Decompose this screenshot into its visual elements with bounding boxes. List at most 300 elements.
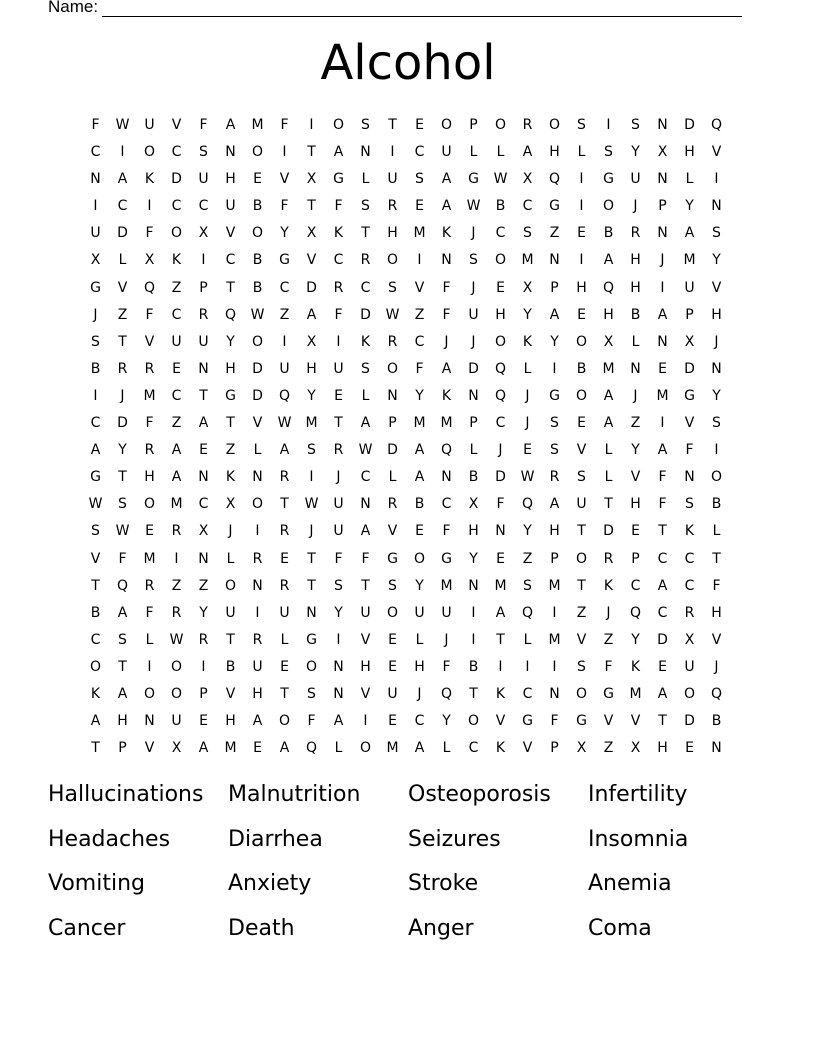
grid-letter[interactable]: S (415, 171, 424, 188)
grid-letter[interactable]: T (604, 496, 613, 513)
grid-letter[interactable]: U (144, 117, 155, 133)
grid-letter[interactable]: D (684, 713, 695, 730)
grid-letter[interactable]: A (360, 523, 371, 540)
grid-letter[interactable]: O (170, 225, 183, 242)
grid-letter[interactable]: A (549, 306, 560, 323)
grid-letter[interactable]: S (334, 577, 343, 594)
grid-letter[interactable]: U (684, 658, 695, 675)
grid-letter[interactable]: R (279, 577, 290, 594)
grid-letter[interactable]: X (522, 279, 533, 296)
grid-letter[interactable]: P (550, 279, 559, 296)
grid-letter[interactable]: R (117, 360, 128, 377)
grid-letter[interactable]: R (522, 117, 533, 133)
grid-letter[interactable]: A (549, 496, 560, 513)
grid-letter[interactable]: O (683, 685, 696, 702)
grid-letter[interactable]: Q (521, 496, 534, 513)
grid-letter[interactable]: V (522, 740, 533, 757)
grid-letter[interactable]: U (576, 496, 587, 513)
grid-letter[interactable]: I (471, 604, 476, 621)
grid-letter[interactable]: A (171, 469, 182, 486)
grid-letter[interactable]: M (440, 415, 453, 432)
grid-letter[interactable]: I (336, 631, 341, 648)
grid-letter[interactable]: K (171, 252, 182, 269)
grid-letter[interactable]: A (90, 442, 101, 459)
grid-letter[interactable]: I (147, 658, 152, 675)
grid-letter[interactable]: M (251, 117, 264, 133)
grid-letter[interactable]: A (90, 713, 101, 730)
grid-letter[interactable]: P (199, 279, 208, 296)
grid-letter[interactable]: F (307, 713, 316, 730)
grid-letter[interactable]: V (495, 713, 506, 730)
grid-letter[interactable]: M (548, 577, 561, 594)
grid-letter[interactable]: Q (548, 171, 561, 188)
grid-letter[interactable]: O (575, 685, 588, 702)
grid-letter[interactable]: U (441, 604, 452, 621)
grid-letter[interactable]: U (279, 360, 290, 377)
grid-letter[interactable]: N (198, 469, 209, 486)
grid-letter[interactable]: S (685, 496, 694, 513)
grid-letter[interactable]: G (387, 550, 398, 567)
grid-letter[interactable]: H (144, 469, 155, 486)
grid-letter[interactable]: U (630, 171, 641, 188)
grid-letter[interactable]: D (306, 279, 317, 296)
grid-letter[interactable]: Z (279, 306, 290, 323)
grid-letter[interactable]: F (280, 198, 289, 215)
grid-letter[interactable]: Y (523, 306, 532, 323)
grid-letter[interactable]: E (658, 658, 667, 675)
grid-letter[interactable]: I (606, 117, 611, 133)
grid-letter[interactable]: U (252, 658, 263, 675)
grid-letter[interactable]: A (414, 442, 425, 459)
grid-letter[interactable]: P (388, 415, 397, 432)
grid-letter[interactable]: S (469, 252, 478, 269)
grid-letter[interactable]: J (471, 279, 476, 296)
grid-letter[interactable]: G (549, 198, 560, 215)
grid-letter[interactable]: W (304, 496, 319, 513)
grid-letter[interactable]: R (198, 631, 209, 648)
grid-letter[interactable]: I (552, 658, 557, 675)
grid-letter[interactable]: L (361, 387, 370, 404)
letter-grid[interactable] (82, 112, 730, 762)
grid-letter[interactable]: B (576, 360, 587, 377)
grid-letter[interactable]: U (225, 604, 236, 621)
grid-letter[interactable]: Y (307, 387, 316, 404)
grid-letter[interactable]: G (306, 631, 317, 648)
grid-letter[interactable]: T (307, 577, 316, 594)
grid-letter[interactable]: E (199, 442, 208, 459)
grid-letter[interactable]: X (684, 333, 695, 350)
grid-letter[interactable]: I (174, 550, 179, 567)
grid-letter[interactable]: L (631, 333, 640, 350)
grid-letter[interactable]: S (577, 469, 586, 486)
grid-letter[interactable]: I (714, 442, 719, 459)
grid-letter[interactable]: I (417, 252, 422, 269)
grid-letter[interactable]: V (576, 631, 587, 648)
grid-letter[interactable]: U (171, 333, 182, 350)
grid-letter[interactable]: C (90, 631, 101, 648)
grid-letter[interactable]: W (358, 442, 373, 459)
grid-letter[interactable]: S (307, 685, 316, 702)
grid-letter[interactable]: Y (442, 713, 451, 730)
grid-letter[interactable]: B (468, 658, 479, 675)
grid-letter[interactable]: V (144, 333, 155, 350)
grid-letter[interactable]: J (120, 387, 125, 404)
grid-letter[interactable]: G (441, 550, 452, 567)
grid-letter[interactable]: N (360, 144, 371, 161)
grid-letter[interactable]: V (360, 631, 371, 648)
grid-letter[interactable]: S (361, 360, 370, 377)
grid-letter[interactable]: K (630, 658, 641, 675)
grid-letter[interactable]: H (225, 171, 236, 188)
grid-letter[interactable]: A (414, 469, 425, 486)
grid-letter[interactable]: A (441, 360, 452, 377)
grid-letter[interactable]: B (630, 306, 641, 323)
grid-letter[interactable]: C (171, 387, 182, 404)
grid-letter[interactable]: I (552, 360, 557, 377)
grid-letter[interactable]: O (467, 713, 480, 730)
grid-letter[interactable]: V (225, 225, 236, 242)
grid-letter[interactable]: A (360, 415, 371, 432)
grid-letter[interactable]: F (118, 550, 127, 567)
grid-letter[interactable]: O (251, 333, 264, 350)
grid-letter[interactable]: F (550, 713, 559, 730)
grid-letter[interactable]: P (118, 740, 127, 757)
grid-letter[interactable]: A (117, 685, 128, 702)
grid-letter[interactable]: M (143, 387, 156, 404)
grid-letter[interactable]: Q (629, 604, 642, 621)
grid-letter[interactable]: T (388, 117, 397, 133)
grid-letter[interactable]: Q (602, 279, 615, 296)
grid-letter[interactable]: I (579, 252, 584, 269)
grid-letter[interactable]: X (603, 333, 614, 350)
grid-letter[interactable]: E (334, 387, 343, 404)
grid-letter[interactable]: V (711, 144, 722, 161)
grid-letter[interactable]: C (90, 415, 101, 432)
grid-letter[interactable]: F (442, 523, 451, 540)
grid-letter[interactable]: E (253, 171, 262, 188)
grid-letter[interactable]: A (333, 713, 344, 730)
grid-letter[interactable]: R (387, 496, 398, 513)
grid-letter[interactable]: U (171, 713, 182, 730)
grid-letter[interactable]: K (522, 333, 533, 350)
grid-letter[interactable]: Z (171, 279, 182, 296)
grid-letter[interactable]: F (280, 117, 289, 133)
grid-letter[interactable]: S (91, 523, 100, 540)
grid-letter[interactable]: M (548, 631, 561, 648)
grid-letter[interactable]: T (658, 713, 667, 730)
grid-letter[interactable]: Y (712, 252, 721, 269)
grid-letter[interactable]: K (441, 225, 452, 242)
grid-letter[interactable]: J (93, 306, 98, 323)
grid-letter[interactable]: O (440, 117, 453, 133)
grid-letter[interactable]: T (334, 415, 343, 432)
grid-letter[interactable]: O (494, 117, 507, 133)
grid-letter[interactable]: B (90, 604, 101, 621)
grid-letter[interactable]: Z (225, 442, 236, 459)
grid-letter[interactable]: D (657, 631, 668, 648)
grid-letter[interactable]: Q (116, 577, 129, 594)
grid-letter[interactable]: D (360, 306, 371, 323)
grid-letter[interactable]: O (575, 333, 588, 350)
grid-letter[interactable]: H (225, 360, 236, 377)
grid-letter[interactable]: V (306, 252, 317, 269)
grid-letter[interactable]: G (90, 469, 101, 486)
grid-letter[interactable]: A (279, 442, 290, 459)
grid-letter[interactable]: M (494, 577, 507, 594)
grid-letter[interactable]: N (549, 685, 560, 702)
grid-letter[interactable]: T (91, 577, 100, 594)
grid-letter[interactable]: R (333, 279, 344, 296)
grid-letter[interactable]: W (88, 496, 103, 513)
grid-letter[interactable]: I (93, 387, 98, 404)
grid-letter[interactable]: N (144, 713, 155, 730)
grid-letter[interactable]: X (468, 496, 479, 513)
grid-letter[interactable]: C (522, 198, 533, 215)
grid-letter[interactable]: Y (631, 631, 640, 648)
grid-letter[interactable]: T (361, 225, 370, 242)
grid-letter[interactable]: T (469, 685, 478, 702)
grid-letter[interactable]: W (385, 306, 400, 323)
grid-letter[interactable]: O (602, 198, 615, 215)
grid-letter[interactable]: Z (171, 577, 182, 594)
grid-letter[interactable]: M (170, 496, 183, 513)
grid-letter[interactable]: A (414, 740, 425, 757)
grid-letter[interactable]: N (360, 496, 371, 513)
grid-letter[interactable]: C (225, 252, 236, 269)
grid-letter[interactable]: B (711, 496, 722, 513)
grid-letter[interactable]: G (603, 685, 614, 702)
grid-letter[interactable]: D (603, 523, 614, 540)
grid-letter[interactable]: O (548, 117, 561, 133)
grid-letter[interactable]: V (360, 685, 371, 702)
grid-letter[interactable]: V (630, 713, 641, 730)
grid-letter[interactable]: A (657, 442, 668, 459)
grid-letter[interactable]: N (198, 550, 209, 567)
grid-letter[interactable]: J (714, 333, 719, 350)
grid-letter[interactable]: A (657, 685, 668, 702)
grid-letter[interactable]: N (252, 469, 263, 486)
grid-letter[interactable]: C (630, 577, 641, 594)
grid-letter[interactable]: I (201, 252, 206, 269)
grid-letter[interactable]: Y (550, 333, 559, 350)
grid-letter[interactable]: H (603, 306, 614, 323)
grid-letter[interactable]: H (630, 279, 641, 296)
grid-letter[interactable]: E (199, 713, 208, 730)
grid-letter[interactable]: L (577, 144, 586, 161)
grid-letter[interactable]: H (306, 360, 317, 377)
grid-letter[interactable]: B (252, 279, 263, 296)
grid-letter[interactable]: O (170, 658, 183, 675)
grid-letter[interactable]: T (118, 658, 127, 675)
grid-letter[interactable]: J (498, 442, 503, 459)
grid-letter[interactable]: O (170, 685, 183, 702)
grid-letter[interactable]: B (225, 658, 236, 675)
grid-letter[interactable]: Q (440, 442, 453, 459)
grid-letter[interactable]: I (120, 144, 125, 161)
grid-letter[interactable]: F (415, 360, 424, 377)
grid-letter[interactable]: K (603, 577, 614, 594)
grid-letter[interactable]: O (143, 496, 156, 513)
grid-letter[interactable]: L (334, 740, 343, 757)
grid-letter[interactable]: J (309, 523, 314, 540)
grid-letter[interactable]: R (144, 442, 155, 459)
grid-letter[interactable]: I (147, 198, 152, 215)
grid-letter[interactable]: H (117, 713, 128, 730)
grid-letter[interactable]: N (441, 252, 452, 269)
grid-letter[interactable]: V (711, 631, 722, 648)
grid-letter[interactable]: N (198, 360, 209, 377)
grid-letter[interactable]: P (550, 740, 559, 757)
grid-letter[interactable]: K (441, 387, 452, 404)
grid-letter[interactable]: I (93, 198, 98, 215)
grid-letter[interactable]: Y (226, 333, 235, 350)
grid-letter[interactable]: I (201, 658, 206, 675)
grid-letter[interactable]: C (414, 713, 425, 730)
grid-letter[interactable]: J (633, 198, 638, 215)
grid-letter[interactable]: E (496, 550, 505, 567)
grid-letter[interactable]: S (712, 225, 721, 242)
grid-letter[interactable]: I (714, 171, 719, 188)
grid-letter[interactable]: D (684, 360, 695, 377)
grid-letter[interactable]: P (550, 550, 559, 567)
grid-letter[interactable]: T (280, 685, 289, 702)
grid-letter[interactable]: U (333, 360, 344, 377)
grid-letter[interactable]: Y (685, 198, 694, 215)
grid-letter[interactable]: R (684, 604, 695, 621)
grid-letter[interactable]: V (711, 279, 722, 296)
grid-letter[interactable]: L (280, 631, 289, 648)
grid-letter[interactable]: H (225, 713, 236, 730)
grid-letter[interactable]: N (657, 117, 668, 133)
grid-letter[interactable]: R (144, 360, 155, 377)
grid-letter[interactable]: I (552, 604, 557, 621)
grid-letter[interactable]: E (415, 523, 424, 540)
grid-letter[interactable]: T (226, 415, 235, 432)
grid-letter[interactable]: O (386, 252, 399, 269)
grid-letter[interactable]: C (90, 144, 101, 161)
grid-letter[interactable]: F (334, 198, 343, 215)
grid-letter[interactable]: U (387, 171, 398, 188)
grid-letter[interactable]: B (90, 360, 101, 377)
grid-letter[interactable]: R (198, 306, 209, 323)
grid-letter[interactable]: K (360, 333, 371, 350)
grid-letter[interactable]: H (576, 279, 587, 296)
grid-letter[interactable]: Z (549, 225, 560, 242)
grid-letter[interactable]: A (441, 198, 452, 215)
grid-letter[interactable]: Z (603, 631, 614, 648)
grid-letter[interactable]: R (387, 198, 398, 215)
grid-letter[interactable]: N (711, 198, 722, 215)
grid-letter[interactable]: F (334, 306, 343, 323)
grid-letter[interactable]: J (471, 333, 476, 350)
name-underline[interactable] (102, 1, 742, 17)
grid-letter[interactable]: O (143, 144, 156, 161)
grid-letter[interactable]: U (360, 604, 371, 621)
grid-letter[interactable]: M (602, 360, 615, 377)
grid-letter[interactable]: C (522, 685, 533, 702)
grid-letter[interactable]: X (306, 333, 317, 350)
grid-letter[interactable]: X (225, 496, 236, 513)
grid-letter[interactable]: A (441, 171, 452, 188)
grid-letter[interactable]: B (252, 198, 263, 215)
grid-letter[interactable]: A (117, 604, 128, 621)
grid-letter[interactable]: F (334, 550, 343, 567)
grid-letter[interactable]: M (656, 387, 669, 404)
grid-letter[interactable]: A (603, 387, 614, 404)
grid-letter[interactable]: A (603, 415, 614, 432)
grid-letter[interactable]: A (198, 740, 209, 757)
grid-letter[interactable]: R (171, 523, 182, 540)
grid-letter[interactable]: E (577, 306, 586, 323)
grid-letter[interactable]: Q (494, 387, 507, 404)
grid-letter[interactable]: O (278, 713, 291, 730)
grid-letter[interactable]: A (198, 415, 209, 432)
grid-letter[interactable]: U (387, 685, 398, 702)
grid-letter[interactable]: T (226, 631, 235, 648)
grid-letter[interactable]: M (521, 252, 534, 269)
grid-letter[interactable]: E (280, 658, 289, 675)
grid-letter[interactable]: W (115, 117, 130, 133)
grid-letter[interactable]: S (307, 442, 316, 459)
grid-letter[interactable]: L (388, 469, 397, 486)
grid-letter[interactable]: R (279, 469, 290, 486)
grid-letter[interactable]: H (630, 252, 641, 269)
grid-letter[interactable]: U (468, 306, 479, 323)
grid-letter[interactable]: U (225, 198, 236, 215)
grid-letter[interactable]: F (658, 469, 667, 486)
grid-letter[interactable]: T (712, 550, 721, 567)
grid-letter[interactable]: S (604, 144, 613, 161)
grid-letter[interactable]: J (471, 225, 476, 242)
grid-letter[interactable]: V (414, 279, 425, 296)
grid-letter[interactable]: J (444, 631, 449, 648)
grid-letter[interactable]: P (631, 550, 640, 567)
grid-letter[interactable]: F (604, 658, 613, 675)
grid-letter[interactable]: N (711, 740, 722, 757)
grid-letter[interactable]: L (469, 144, 478, 161)
grid-letter[interactable]: V (630, 469, 641, 486)
grid-letter[interactable]: U (441, 144, 452, 161)
grid-letter[interactable]: E (280, 550, 289, 567)
grid-letter[interactable]: O (359, 740, 372, 757)
grid-letter[interactable]: R (333, 442, 344, 459)
grid-letter[interactable]: G (549, 387, 560, 404)
grid-letter[interactable]: C (495, 225, 506, 242)
grid-letter[interactable]: V (252, 415, 263, 432)
grid-letter[interactable]: G (468, 171, 479, 188)
grid-letter[interactable]: I (660, 279, 665, 296)
grid-letter[interactable]: A (225, 117, 236, 133)
grid-letter[interactable]: A (657, 577, 668, 594)
grid-letter[interactable]: Z (414, 306, 425, 323)
grid-letter[interactable]: L (253, 442, 262, 459)
grid-letter[interactable]: Q (710, 117, 723, 133)
grid-letter[interactable]: E (388, 631, 397, 648)
grid-letter[interactable]: B (495, 198, 506, 215)
grid-letter[interactable]: N (468, 577, 479, 594)
grid-letter[interactable]: C (684, 550, 695, 567)
grid-letter[interactable]: G (684, 387, 695, 404)
grid-letter[interactable]: E (415, 117, 424, 133)
grid-letter[interactable]: S (550, 415, 559, 432)
grid-letter[interactable]: H (468, 523, 479, 540)
grid-letter[interactable]: A (522, 144, 533, 161)
grid-letter[interactable]: K (495, 740, 506, 757)
grid-letter[interactable]: A (117, 171, 128, 188)
grid-letter[interactable]: R (252, 631, 263, 648)
grid-letter[interactable]: L (118, 252, 127, 269)
grid-letter[interactable]: L (469, 442, 478, 459)
